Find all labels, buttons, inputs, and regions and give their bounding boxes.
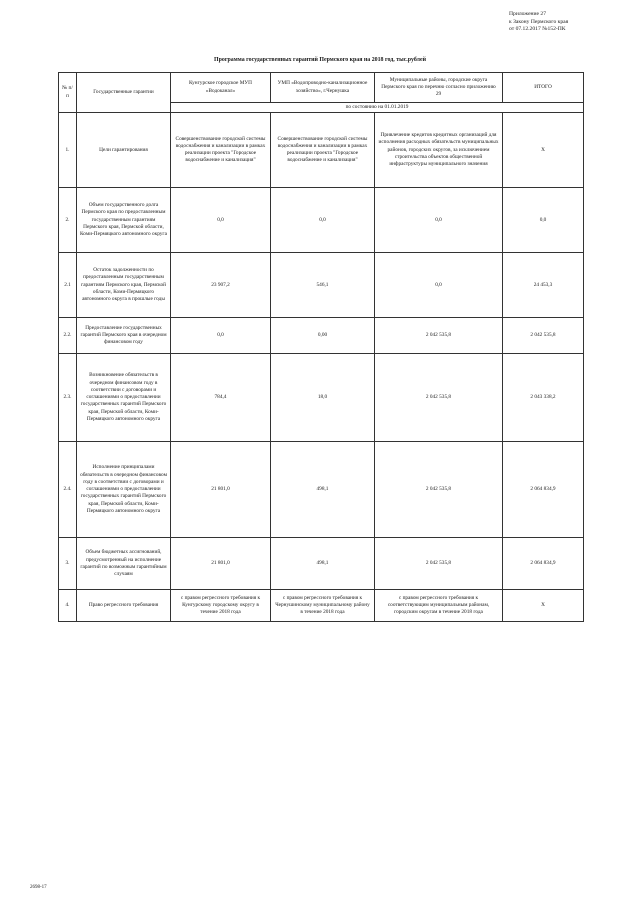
cell-col-a: 21 801,0 [171,538,271,590]
row-num: 2.1 [59,253,77,318]
row-num: 3. [59,538,77,590]
footer-code: 2698-17 [30,885,47,890]
appendix-line-1: Приложение 27 [509,11,547,17]
cell-col-a: 0,0 [171,318,271,354]
table-header-row [59,73,584,103]
header-num: № п/п [59,73,77,113]
row-name: Объем бюджетных ассигнований, предусмотренный на исполнение гарантий по возможным гарантийным случаям [77,538,171,590]
row-num: 2.2. [59,318,77,354]
header-col-b: УМП «Водопроводно-канализационное хозяйство», г.Чернушка [271,73,375,103]
table-row [59,538,584,590]
cell-col-b: 0,0 [271,188,375,253]
cell-col-c: 0,0 [375,253,503,318]
cell-col-c: 0,0 [375,188,503,253]
row-name: Возникновение обязательств в очередном финансовом году в соответствии с договорами и соглашениями о предоставлении государственных гарантий Пермского края, Пермской области, Коми-Пермяцкого автономного округа [77,354,171,442]
row-num: 2.4. [59,442,77,538]
header-col-a: Кунгурское городское МУП «Водоканал» [171,73,271,103]
cell-total: 2 064 834,9 [503,538,584,590]
appendix-line-2: к Закону Пермского края [509,18,569,25]
table-row [59,354,584,442]
row-name: Объем государственного долга Пермского края по предоставленным государственным гарантиям Пермского края, Пермской области, Коми-Пермяцкого автономного округа [77,188,171,253]
cell-col-c: 2 042 535,8 [375,354,503,442]
cell-total: 2 043 338,2 [503,354,584,442]
appendix-line-3: от 07.12.2017 №152-ПК [509,26,566,33]
document-title: Программа государственных гарантий Пермского края на 2018 год, тыс.рублей [214,57,426,63]
cell-col-a: с правом регрессного требования к Кунгурскому городскому округу в течение 2018 года [171,590,271,622]
cell-col-b: 18,0 [271,354,375,442]
cell-col-b: 498,1 [271,442,375,538]
cell-col-b: Совершенствование городской системы водоснабжения и канализации в рамках реализации проекта "Городское водоснабжение и канализация" [271,113,375,188]
row-num: 4. [59,590,77,622]
cell-total: Х [503,113,584,188]
cell-col-c: 2 042 535,8 [375,538,503,590]
cell-total: 2 042 535,8 [503,318,584,354]
guarantees-table [58,72,584,622]
cell-col-b: с правом регрессного требования к Чернушинскому муниципальному району в течение 2018 года [271,590,375,622]
row-name: Право регрессного требования [77,590,171,622]
header-name: Государственные гарантии [77,73,171,113]
cell-col-c: 2 042 535,8 [375,318,503,354]
cell-col-b: 546,1 [271,253,375,318]
row-name: Цели гарантирования [77,113,171,188]
row-name: Исполнение принципалами обязательств в очередном финансовом году в соответствии с договорами и соглашениями о предоставлении государственных гарантий Пермского края, Пермской области, Коми-Пермяцкого автономного округа [77,442,171,538]
cell-col-b: 0,00 [271,318,375,354]
cell-col-c: Привлечение кредитов кредитных организаций для исполнения расходных обязательств муниципальных районов, городских округов, за исключением строительства объектов общественной инфраструктуры муниципального значения [375,113,503,188]
header-total: ИТОГО [503,73,584,103]
cell-col-c: с правом регрессного требования к соответствующим муниципальным районам, городским округам в течение 2018 года [375,590,503,622]
table-row [59,253,584,318]
header-col-c: Муниципальные районы, городские округа Пермского края по перечню согласно приложению 29 [375,73,503,103]
row-num: 2. [59,188,77,253]
cell-total: Х [503,590,584,622]
cell-col-a: Совершенствование городской системы водоснабжения и канализации в рамках реализации проекта "Городское водоснабжение и канализация" [171,113,271,188]
table-row [59,442,584,538]
row-name: Остаток задолженности по предоставленным государственным гарантиям Пермского края, Пермской области, Коми-Пермяцкого автономного округа в прошлые годы [77,253,171,318]
row-num: 1. [59,113,77,188]
cell-total: 2 064 834,9 [503,442,584,538]
row-name: Предоставление государственных гарантий Пермского края в очередном финансовом году [77,318,171,354]
cell-col-a: 784,4 [171,354,271,442]
table-row [59,113,584,188]
row-num: 2.3. [59,354,77,442]
date-label: по состоянию на 01.01.2019 [171,103,584,113]
cell-col-b: 498,1 [271,538,375,590]
table-row [59,188,584,253]
cell-total: 0,0 [503,188,584,253]
cell-col-c: 2 042 535,8 [375,442,503,538]
appendix-note [509,11,568,34]
cell-total: 24 453,3 [503,253,584,318]
table-row [59,318,584,354]
cell-col-a: 0,0 [171,188,271,253]
table-row [59,590,584,622]
cell-col-a: 23 907,2 [171,253,271,318]
cell-col-a: 21 801,0 [171,442,271,538]
